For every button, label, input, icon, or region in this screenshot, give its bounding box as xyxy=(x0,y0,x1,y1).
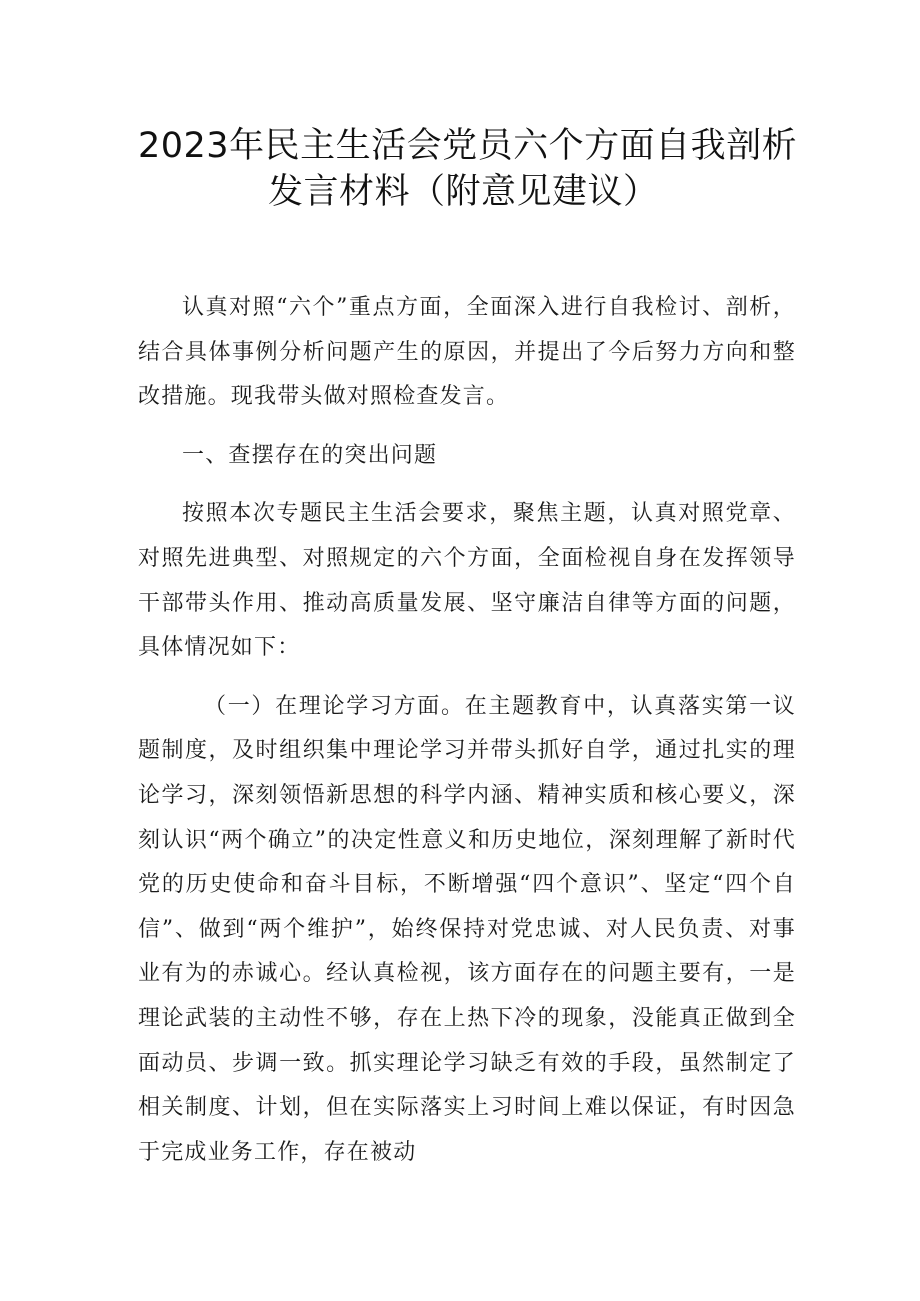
title-line-1: 2023年民主生活会党员六个方面自我剖析 xyxy=(138,126,798,166)
document-body xyxy=(138,286,796,1189)
intro-paragraph: 认真对照“六个”重点方面，全面深入进行自我检讨、剖析，结合具体事例分析问题产生的原因，并提出了今后努力方向和整改措施。现我带头做对照检查发言。 xyxy=(138,295,796,410)
theory-study-paragraph: （一）在理论学习方面。在主题教育中，认真落实第一议题制度，及时组织集中理论学习并带头抓好自学，通过扎实的理论学习，深刻领悟新思想的科学内涵、精神实质和核心要义，深刻认识“两个确立”的决定性意义和历史地位，深刻理解了新时代党的历史使命和奋斗目标，不断增强“四个意识”、坚定“四个自信”、做到“两个维护”，始终保持对党忠诚、对人民负责、对事业有为的赤诚心。经认真检视，该方面存在的问题主要有，一是理论武装的主动性不够，存在上热下冷的现象，没能真正做到全面动员、步调一致。抓实理论学习缺乏有效的手段，虽然制定了相关制度、计划，但在实际落实上习时间上难以保证，有时因急于完成业务工作，存在被动 xyxy=(138,693,796,1165)
section-intro-paragraph: 按照本次专题民主生活会要求，聚焦主题，认真对照党章、对照先进典型、对照规定的六个方面，全面检视自身在发挥领导干部带头作用、推动高质量发展、坚守廉洁自律等方面的问题，具体情况如下： xyxy=(138,501,796,661)
section-heading: 一、查摆存在的突出问题 xyxy=(182,442,438,468)
title-line-2: 发言材料（附意见建议） xyxy=(268,172,659,212)
